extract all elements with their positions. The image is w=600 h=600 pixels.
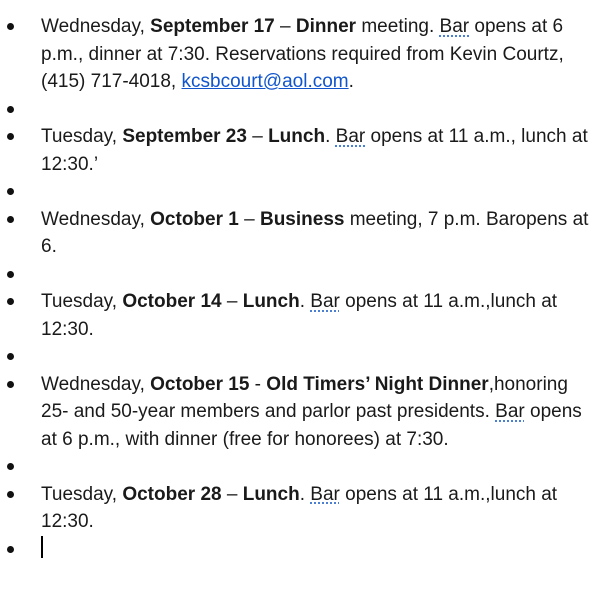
event-text: meeting. (356, 16, 440, 37)
bullet-icon (7, 546, 14, 553)
spellcheck-word-bar[interactable]: Bar (310, 291, 340, 312)
event-text-tail: . (348, 71, 354, 92)
event-date: October 28 (122, 483, 222, 505)
event-type: Lunch (242, 483, 300, 505)
empty-list-item[interactable] (0, 453, 600, 481)
bullet-icon (7, 216, 14, 223)
event-date: October 15 (150, 373, 250, 395)
event-details: opens at 11 a.m., lunch at 12:30.’ (41, 126, 588, 175)
event-text: . (299, 483, 311, 505)
bullet-icon (7, 133, 14, 140)
empty-list-item[interactable] (0, 96, 600, 124)
event-item-sep-23[interactable] (0, 123, 600, 178)
event-type: Business (259, 208, 345, 230)
bullet-icon (7, 188, 14, 195)
event-day: Tuesday, (41, 291, 123, 312)
email-link[interactable]: kcsbcourt@aol.com (181, 71, 349, 92)
bullet-icon (7, 271, 14, 278)
event-text: ,honoring 25- and 50-year members and parlor past presidents. (41, 373, 568, 422)
event-details: opens at 11 a.m.,lunch at 12:30. (41, 483, 558, 532)
empty-list-item[interactable] (0, 343, 600, 371)
event-date: October 1 (150, 208, 239, 230)
event-type: Dinner (295, 16, 357, 37)
event-type: Lunch (268, 126, 326, 147)
event-item-oct-1[interactable] (0, 206, 600, 261)
event-text: . (299, 291, 311, 312)
bullet-icon (7, 463, 14, 470)
event-text: . (325, 126, 336, 147)
event-day: Wednesday, (41, 16, 151, 37)
event-details: opens at 6 p.m., with dinner (free for honorees) at 7:30. (41, 401, 582, 450)
empty-list-item[interactable] (0, 261, 600, 289)
event-dash: – (246, 126, 269, 147)
bullet-icon (7, 298, 14, 305)
bullet-icon (7, 353, 14, 360)
bullet-icon (7, 106, 14, 113)
spellcheck-word-bar[interactable]: Bar (495, 401, 525, 422)
event-date: September 17 (150, 16, 275, 37)
event-item-oct-15[interactable] (0, 371, 600, 454)
event-dash: – (238, 208, 260, 230)
spellcheck-word-bar[interactable]: Bar (439, 16, 470, 37)
event-day: Wednesday, (41, 373, 151, 395)
active-list-item[interactable] (0, 536, 600, 564)
event-item-sep-17[interactable] (0, 13, 600, 96)
event-dash: - (249, 373, 267, 395)
empty-list-item[interactable] (0, 178, 600, 206)
spellcheck-word-bar[interactable]: Bar (310, 483, 340, 505)
event-dash: – (221, 483, 243, 505)
text-cursor (41, 536, 43, 558)
event-dash: – (221, 291, 243, 312)
event-item-oct-28[interactable] (0, 481, 600, 536)
event-bullet-list (0, 13, 600, 563)
bullet-icon (7, 491, 14, 498)
bullet-icon (7, 381, 14, 388)
event-day: Tuesday, (41, 126, 123, 147)
event-details: meeting, 7 p.m. Baropens at 6. (41, 208, 589, 257)
event-details: opens at 6 p.m., dinner at 7:30. Reservations required from Kevin Courtz, (415) 717-4018, (41, 16, 564, 92)
spellcheck-word-bar[interactable]: Bar (335, 126, 366, 147)
event-details: opens at 11 a.m.,lunch at 12:30. (41, 291, 558, 340)
event-type: Old Timers’ Night Dinner (266, 373, 489, 395)
event-dash: – (274, 16, 296, 37)
bullet-icon (7, 23, 14, 30)
event-item-oct-14[interactable] (0, 288, 600, 343)
event-date: September 23 (122, 126, 247, 147)
event-day: Wednesday, (41, 208, 151, 230)
event-type: Lunch (242, 291, 300, 312)
event-day: Tuesday, (41, 483, 123, 505)
event-date: October 14 (122, 291, 222, 312)
